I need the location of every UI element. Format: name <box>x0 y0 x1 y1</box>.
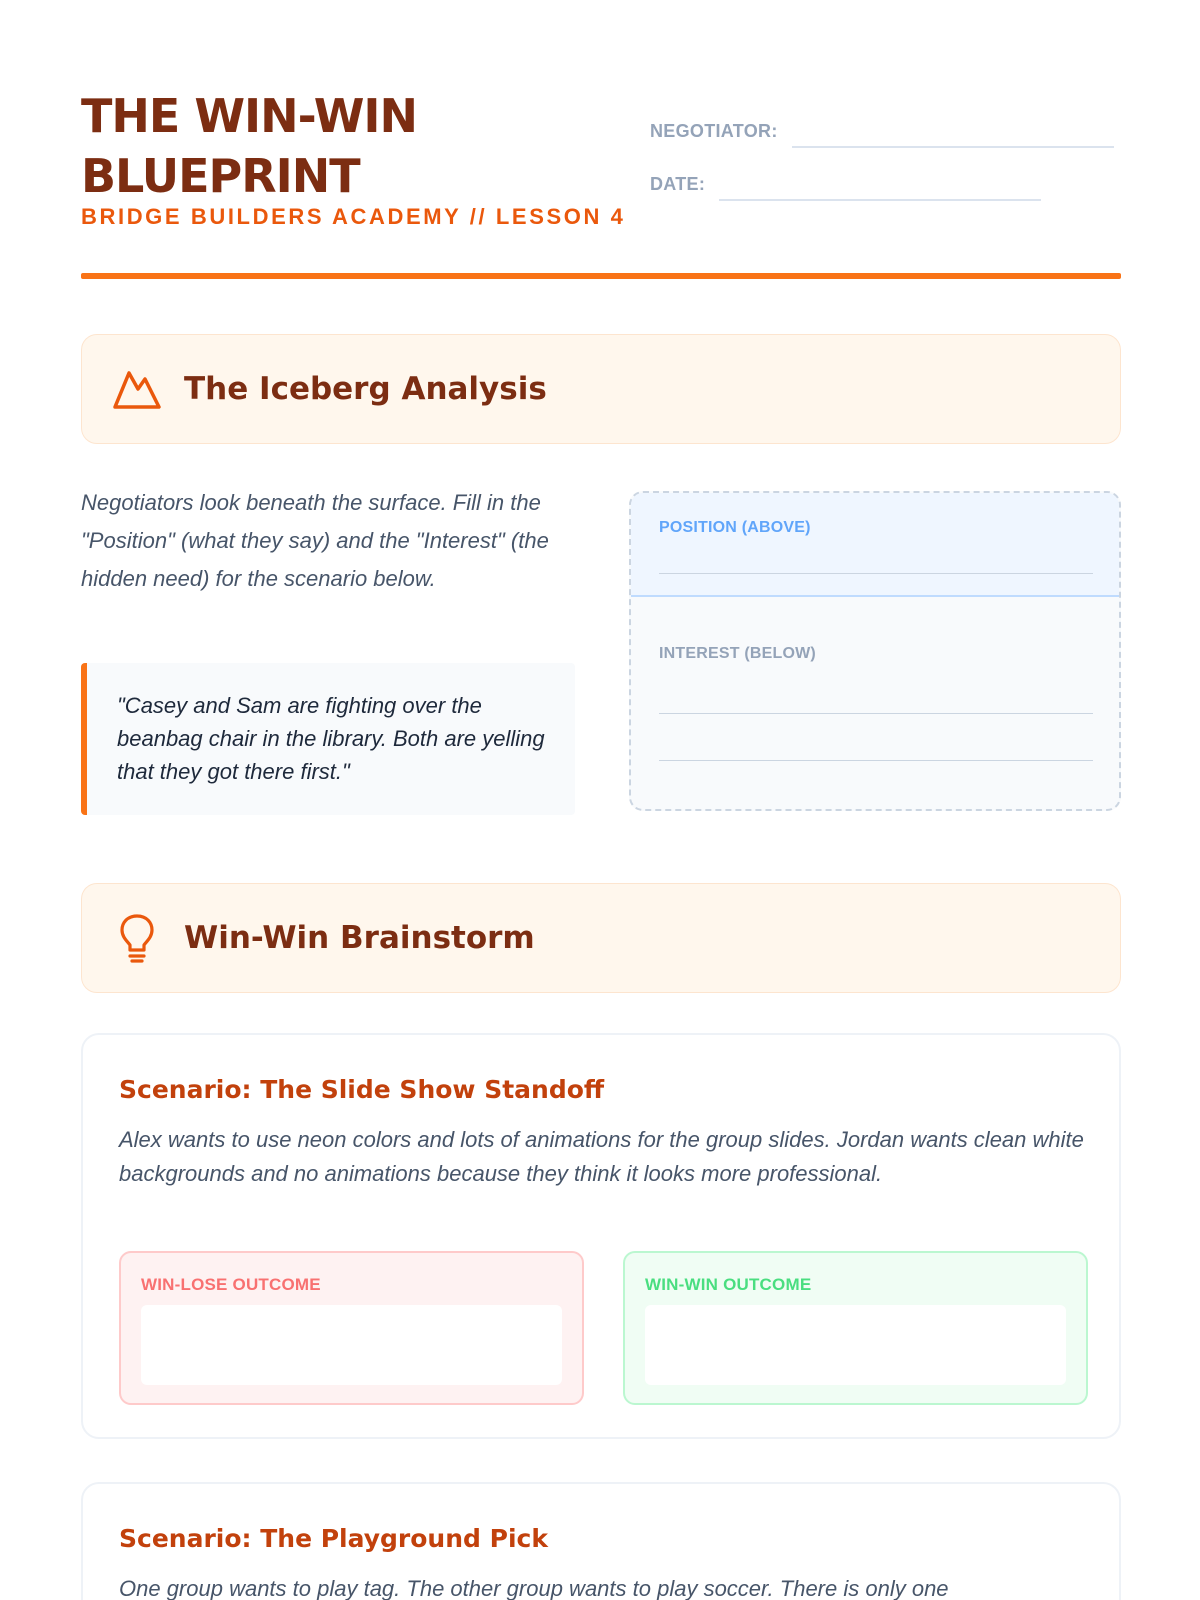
scenario-title: Scenario: The Slide Show Standoff <box>119 1075 605 1104</box>
negotiator-field[interactable] <box>792 146 1114 148</box>
scenario-description: Alex wants to use neon colors and lots of animations for the group slides. Jordan wants clean white backgrounds and no animations because they think it looks more professional. <box>119 1127 1084 1186</box>
page-subtitle: BRIDGE BUILDERS ACADEMY // LESSON 4 <box>81 204 626 229</box>
scenario-description: One group wants to play tag. The other group wants to play soccer. There is only one <box>119 1576 949 1600</box>
iceberg-diagram <box>629 491 1121 811</box>
header-divider <box>81 273 1121 279</box>
win-lose-outcome <box>119 1251 584 1405</box>
win-lose-answer-box[interactable] <box>141 1305 562 1385</box>
position-label: POSITION (ABOVE) <box>659 519 811 536</box>
negotiator-label: NEGOTIATOR: <box>650 121 778 141</box>
win-lose-label: WIN-LOSE OUTCOME <box>141 1275 321 1294</box>
interest-answer-line[interactable] <box>659 760 1093 761</box>
page-title: THE WIN-WIN BLUEPRINT <box>81 89 418 203</box>
interest-label: INTEREST (BELOW) <box>659 645 816 662</box>
worksheet-header <box>81 86 1121 278</box>
scenario-card <box>81 1482 1121 1600</box>
scenario-title: Scenario: The Playground Pick <box>119 1524 548 1553</box>
iceberg-section-header <box>81 334 1121 444</box>
date-row <box>650 169 1121 201</box>
win-win-outcome <box>623 1251 1088 1405</box>
student-info <box>650 116 1121 222</box>
position-answer-line[interactable] <box>659 573 1093 574</box>
date-label: DATE: <box>650 174 706 194</box>
win-win-label: WIN-WIN OUTCOME <box>645 1275 812 1294</box>
lightbulb-icon <box>112 913 162 963</box>
brainstorm-section-header <box>81 883 1121 993</box>
brainstorm-title: Win-Win Brainstorm <box>184 920 535 956</box>
win-win-answer-box[interactable] <box>645 1305 1066 1385</box>
iceberg-title: The Iceberg Analysis <box>184 371 547 407</box>
scenario-card <box>81 1033 1121 1439</box>
scenario-quote: "Casey and Sam are fighting over the beanbag chair in the library. Both are yelling that they got there first." <box>81 663 575 815</box>
interest-answer-line[interactable] <box>659 713 1093 714</box>
iceberg-position-zone <box>631 493 1119 597</box>
negotiator-row <box>650 116 1121 148</box>
mountain-icon <box>112 364 162 414</box>
iceberg-instructions: Negotiators look beneath the surface. Fill in the "Position" (what they say) and the "Interest" (the hidden need) for the scenario below. <box>81 490 549 591</box>
date-field[interactable] <box>719 199 1041 201</box>
